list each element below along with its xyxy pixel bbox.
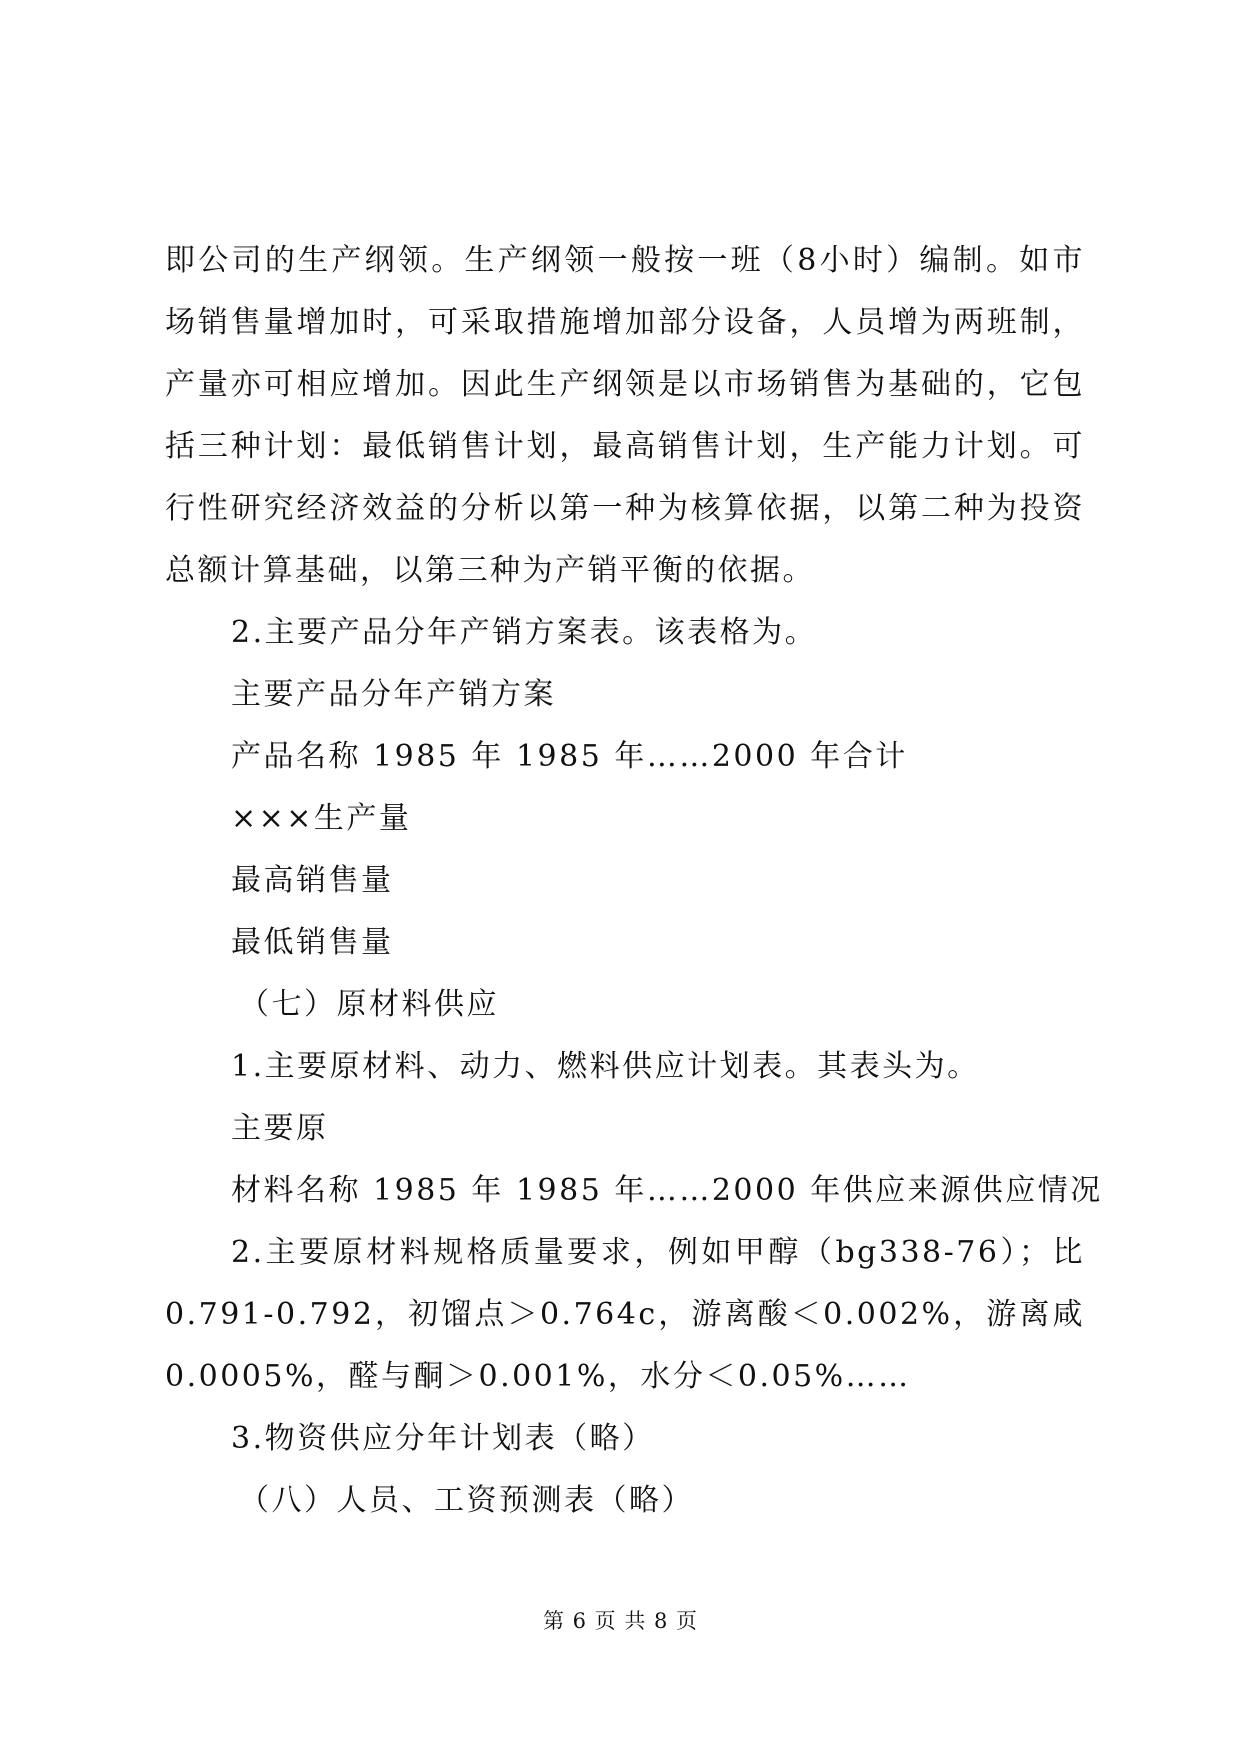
section-item: 1.主要原材料、动力、燃料供应计划表。其表头为。 — [231, 1049, 980, 1084]
page-number-footer: 第 6 页 共 8 页 — [542, 1609, 699, 1633]
table-header-row: 主要原 — [231, 1111, 329, 1146]
table-row: ×××生产量 — [231, 801, 412, 836]
paragraph-line: 括三种计划：最低销售计划，最高销售计划，生产能力计划。可 — [165, 429, 1085, 464]
table-header-row: 产品名称 1985 年 1985 年……2000 年合计 — [231, 739, 908, 774]
table-row: 最低销售量 — [231, 925, 394, 960]
section-heading: （七）原材料供应 — [239, 987, 499, 1022]
table-title: 主要产品分年产销方案 — [231, 677, 556, 712]
paragraph-line: 即公司的生产纲领。生产纲领一般按一班（8小时）编制。如市 — [165, 243, 1085, 278]
section-item: 2.主要原材料规格质量要求，例如甲醇（bg338-76）；比 — [231, 1235, 1085, 1270]
paragraph-line: 行性研究经济效益的分析以第一种为核算依据，以第二种为投资 — [165, 491, 1085, 526]
table-row: 最高销售量 — [231, 863, 394, 898]
section-heading: （八）人员、工资预测表（略） — [239, 1483, 694, 1518]
paragraph-line: 0.0005%，醛与酮＞0.001%，水分＜0.05%…… — [165, 1359, 911, 1394]
paragraph-line: 产量亦可相应增加。因此生产纲领是以市场销售为基础的，它包 — [165, 367, 1085, 402]
paragraph-line: 总额计算基础，以第三种为产销平衡的依据。 — [165, 553, 815, 588]
paragraph-line: 场销售量增加时，可采取措施增加部分设备，人员增为两班制， — [165, 305, 1085, 340]
table-header-row: 材料名称 1985 年 1985 年……2000 年供应来源供应情况 — [231, 1173, 1103, 1208]
section-item: 3.物资供应分年计划表（略） — [231, 1421, 655, 1456]
body-text — [165, 230, 1103, 1532]
section-item: 2.主要产品分年产销方案表。该表格为。 — [231, 615, 818, 650]
paragraph-line: 0.791-0.792，初馏点＞0.764c，游离酸＜0.002%，游离咸 — [165, 1297, 1085, 1332]
